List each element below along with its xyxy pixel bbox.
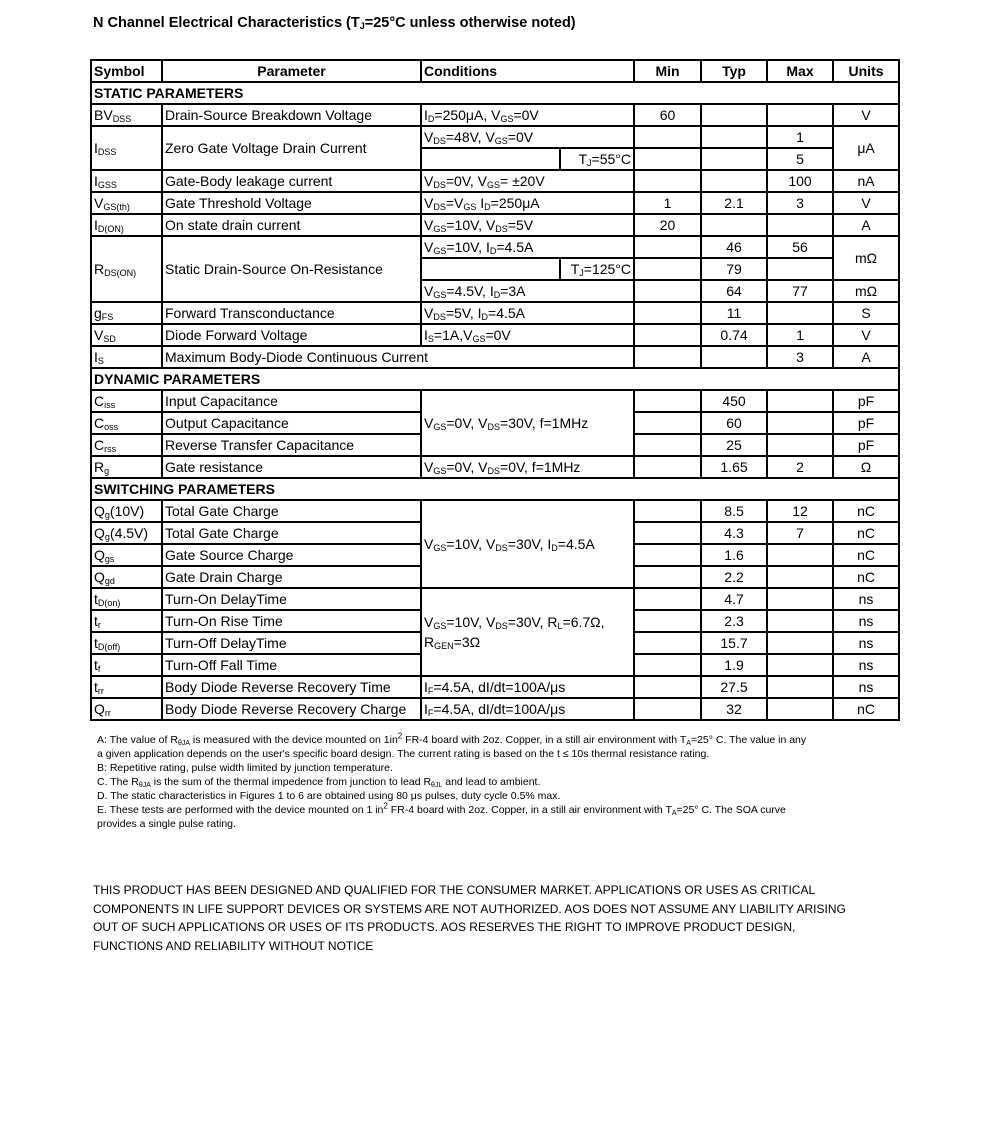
table-row — [91, 588, 899, 610]
conditions-blank-cell — [421, 258, 560, 280]
units-cell: V — [833, 192, 899, 214]
max-cell: 2 — [767, 456, 833, 478]
table-row — [91, 324, 899, 346]
units-cell: V — [833, 104, 899, 126]
section-switching: SWITCHING PARAMETERS — [91, 478, 899, 500]
units-cell: nC — [833, 522, 899, 544]
conditions-cell: $V_{GS}=10V$, $V_{DS}=30V$, $R_L=6.7\Omega$, $R_{GEN}=3\Omega$ — [421, 610, 634, 654]
max-cell: 1 — [767, 126, 833, 148]
typ-cell: 4.3 — [701, 522, 767, 544]
parameter-cell: Turn-On DelayTime — [162, 588, 421, 610]
max-cell: 12 — [767, 500, 833, 522]
typ-cell: 0.74 — [701, 324, 767, 346]
symbol-cell: $t_{rr}$ — [91, 676, 162, 698]
parameter-cell: Gate resistance — [162, 456, 421, 478]
table-row — [91, 214, 899, 236]
conditions-cell: $V_{GS}=0V$, $V_{DS}=0V$, f=1MHz — [421, 456, 634, 478]
disclaimer-line: COMPONENTS IN LIFE SUPPORT DEVICES OR SYSTEMS ARE NOT AUTHORIZED. AOS DOES NOT ASSUME ANY LIABILITY ARISING — [93, 901, 846, 916]
conditions-temp-cell: $T_J=125^\circ C$ — [560, 258, 634, 280]
table-header-row — [91, 60, 899, 82]
min-cell — [634, 280, 701, 302]
footnote-e: E. These tests are performed with the device mounted on 1 $in^2$ FR-4 board with 2oz. Copper, in a still air environment with $T_A=25^\circ$ C. The SOA curve — [97, 801, 786, 817]
max-cell: 3 — [767, 346, 833, 368]
symbol-cell: $t_{D(on)}$ — [91, 588, 162, 610]
typ-cell — [701, 104, 767, 126]
header-symbol: Symbol — [91, 60, 162, 82]
units-cell: Ω — [833, 456, 899, 478]
typ-cell: 450 — [701, 390, 767, 412]
max-cell — [767, 676, 833, 698]
parameter-cell: Turn-On Rise Time — [162, 610, 421, 632]
units-cell: mΩ — [833, 280, 899, 302]
symbol-cell: $t_f$ — [91, 654, 162, 676]
parameter-cell: Reverse Transfer Capacitance — [162, 434, 421, 456]
min-cell — [634, 500, 701, 522]
max-cell — [767, 544, 833, 566]
disclaimer — [93, 881, 853, 955]
parameter-cell: Gate Source Charge — [162, 544, 421, 566]
conditions-cell: $I_S=1A,V_{GS}=0V$ — [421, 324, 634, 346]
units-cell: μA — [833, 126, 899, 170]
conditions-cell: $I_F=4.5A$, dI/dt=100A/μs — [421, 676, 634, 698]
units-cell: pF — [833, 434, 899, 456]
parameter-cell: Input Capacitance — [162, 390, 421, 412]
conditions-blank-cell — [421, 588, 634, 610]
typ-cell — [701, 126, 767, 148]
table-row — [91, 346, 899, 368]
min-cell — [634, 302, 701, 324]
max-cell — [767, 434, 833, 456]
max-cell: 5 — [767, 148, 833, 170]
max-cell: 100 — [767, 170, 833, 192]
table-row — [91, 302, 899, 324]
symbol-cell: $g_{FS}$ — [91, 302, 162, 324]
typ-cell: 64 — [701, 280, 767, 302]
footnote-e-continued: provides a single pulse rating. — [97, 818, 236, 830]
header-units: Units — [833, 60, 899, 82]
parameter-cell: Forward Transconductance — [162, 302, 421, 324]
parameter-cell: On state drain current — [162, 214, 421, 236]
min-cell — [634, 258, 701, 280]
section-row — [91, 82, 899, 104]
typ-cell: 79 — [701, 258, 767, 280]
min-cell: 1 — [634, 192, 701, 214]
table-row — [91, 126, 899, 148]
min-cell — [634, 170, 701, 192]
typ-cell — [701, 346, 767, 368]
conditions-cell: $V_{DS}=0V$, $V_{GS}= \pm 20V$ — [421, 170, 634, 192]
parameter-cell: Drain-Source Breakdown Voltage — [162, 104, 421, 126]
min-cell — [634, 522, 701, 544]
symbol-cell: $Q_g(4.5V)$ — [91, 522, 162, 544]
units-cell: ns — [833, 610, 899, 632]
symbol-cell: $BV_{DSS}$ — [91, 104, 162, 126]
max-cell — [767, 104, 833, 126]
section-static: STATIC PARAMETERS — [91, 82, 899, 104]
min-cell — [634, 566, 701, 588]
symbol-cell: $R_g$ — [91, 456, 162, 478]
typ-cell: 1.9 — [701, 654, 767, 676]
units-cell: nC — [833, 566, 899, 588]
table-row — [91, 610, 899, 632]
table-row — [91, 456, 899, 478]
parameter-cell: Static Drain-Source On-Resistance — [162, 236, 421, 302]
typ-cell: 2.2 — [701, 566, 767, 588]
footnote-a-continued: a given application depends on the user's specific board design. The current rating is based on the t ≤ 10s thermal resistance rating. — [97, 748, 710, 760]
conditions-blank-cell — [421, 654, 634, 676]
typ-cell: 15.7 — [701, 632, 767, 654]
units-cell: A — [833, 346, 899, 368]
max-cell: 1 — [767, 324, 833, 346]
table-row — [91, 390, 899, 412]
conditions-blank-cell — [421, 148, 560, 170]
page-title: N Channel Electrical Characteristics ($T_J=25^\circ C$ unless otherwise noted) — [93, 15, 576, 31]
symbol-cell: $C_{iss}$ — [91, 390, 162, 412]
symbol-cell: $R_{DS(ON)}$ — [91, 236, 162, 302]
header-min: Min — [634, 60, 701, 82]
conditions-cell: $V_{GS}=10V$, $V_{DS}=5V$ — [421, 214, 634, 236]
max-cell — [767, 632, 833, 654]
symbol-cell: $Q_{rr}$ — [91, 698, 162, 720]
typ-cell: 2.3 — [701, 610, 767, 632]
table-row — [91, 654, 899, 676]
footnote-c: C. The $R_{\theta JA}$ is the sum of the thermal impedence from junction to lead $R_{\theta JL}$ and lead to ambient. — [97, 776, 541, 789]
parameter-cell: Total Gate Charge — [162, 500, 421, 522]
typ-cell: 4.7 — [701, 588, 767, 610]
max-cell: 3 — [767, 192, 833, 214]
typ-cell: 8.5 — [701, 500, 767, 522]
units-cell: ns — [833, 676, 899, 698]
min-cell: 20 — [634, 214, 701, 236]
max-cell — [767, 588, 833, 610]
table-row — [91, 192, 899, 214]
section-dynamic: DYNAMIC PARAMETERS — [91, 368, 899, 390]
min-cell — [634, 588, 701, 610]
symbol-cell: $V_{GS(th)}$ — [91, 192, 162, 214]
table-row — [91, 500, 899, 522]
section-row — [91, 478, 899, 500]
min-cell — [634, 610, 701, 632]
max-cell — [767, 214, 833, 236]
parameter-cell: Body Diode Reverse Recovery Time — [162, 676, 421, 698]
symbol-cell: $I_{GSS}$ — [91, 170, 162, 192]
units-cell: ns — [833, 588, 899, 610]
symbol-cell: $I_{DSS}$ — [91, 126, 162, 170]
disclaimer-line: FUNCTIONS AND RELIABILITY WITHOUT NOTICE — [93, 938, 374, 953]
disclaimer-line: OUT OF SUCH APPLICATIONS OR USES OF ITS PRODUCTS. AOS RESERVES THE RIGHT TO IMPROVE PRODUCT DESIGN, — [93, 920, 796, 934]
table-row — [91, 676, 899, 698]
parameter-cell: Diode Forward Voltage — [162, 324, 421, 346]
max-cell — [767, 654, 833, 676]
units-cell: pF — [833, 412, 899, 434]
parameter-cell: Maximum Body-Diode Continuous Current — [162, 346, 634, 368]
symbol-cell: $Q_{gs}$ — [91, 544, 162, 566]
min-cell — [634, 434, 701, 456]
units-cell: ns — [833, 632, 899, 654]
parameter-cell: Turn-Off DelayTime — [162, 632, 421, 654]
typ-cell: 60 — [701, 412, 767, 434]
typ-cell — [701, 214, 767, 236]
disclaimer-line: THIS PRODUCT HAS BEEN DESIGNED AND QUALIFIED FOR THE CONSUMER MARKET. APPLICATIONS OR USES AS CRITICAL — [93, 883, 816, 897]
max-cell — [767, 610, 833, 632]
typ-cell: 46 — [701, 236, 767, 258]
conditions-cell: $V_{DS}=5V$, $I_D=4.5A$ — [421, 302, 634, 324]
table-row — [91, 236, 899, 258]
min-cell — [634, 126, 701, 148]
conditions-cell: $V_{DS}=V_{GS}$ $I_D=250\mu A$ — [421, 192, 634, 214]
conditions-cell: $I_D=250\mu A$, $V_{GS}=0V$ — [421, 104, 634, 126]
max-cell: 7 — [767, 522, 833, 544]
units-cell: pF — [833, 390, 899, 412]
min-cell — [634, 346, 701, 368]
conditions-cell: $I_F=4.5A$, dI/dt=100A/μs — [421, 698, 634, 720]
parameter-cell: Gate-Body leakage current — [162, 170, 421, 192]
header-typ: Typ — [701, 60, 767, 82]
symbol-cell: $I_S$ — [91, 346, 162, 368]
footnote-b: B: Repetitive rating, pulse width limited by junction temperature. — [97, 762, 393, 774]
conditions-cell: $V_{GS}=0V$, $V_{DS}=30V$, f=1MHz — [421, 390, 634, 456]
table-row — [91, 698, 899, 720]
max-cell — [767, 698, 833, 720]
typ-cell: 32 — [701, 698, 767, 720]
parameter-cell: Body Diode Reverse Recovery Charge — [162, 698, 421, 720]
table-row — [91, 170, 899, 192]
units-cell: nC — [833, 544, 899, 566]
symbol-cell: $t_{D(off)}$ — [91, 632, 162, 654]
max-cell — [767, 302, 833, 324]
min-cell — [634, 456, 701, 478]
units-cell: S — [833, 302, 899, 324]
header-parameter: Parameter — [162, 60, 421, 82]
symbol-cell: $Q_g(10V)$ — [91, 500, 162, 522]
typ-cell: 1.65 — [701, 456, 767, 478]
units-cell: ns — [833, 654, 899, 676]
conditions-cell: $V_{GS}=10V$, $V_{DS}=30V$, $I_D=4.5A$ — [421, 500, 634, 588]
electrical-characteristics-table — [90, 59, 900, 721]
max-cell: 77 — [767, 280, 833, 302]
header-max: Max — [767, 60, 833, 82]
typ-cell: 1.6 — [701, 544, 767, 566]
min-cell — [634, 324, 701, 346]
parameter-cell: Total Gate Charge — [162, 522, 421, 544]
max-cell — [767, 566, 833, 588]
min-cell — [634, 632, 701, 654]
conditions-temp-cell: $T_J=55^\circ C$ — [560, 148, 634, 170]
parameter-cell: Gate Drain Charge — [162, 566, 421, 588]
typ-cell — [701, 170, 767, 192]
conditions-cell: $V_{GS}=10V$, $I_D=4.5A$ — [421, 236, 634, 258]
footnote-a: A: The value of $R_{\theta JA}$ is measured with the device mounted on $1in^2$ FR-4 board with 2oz. Copper, in a still air environment with $T_A=25^\circ$ C. The value in any — [97, 731, 807, 747]
symbol-cell: $t_r$ — [91, 610, 162, 632]
units-cell: nA — [833, 170, 899, 192]
max-cell — [767, 258, 833, 280]
parameter-cell: Output Capacitance — [162, 412, 421, 434]
parameter-cell: Gate Threshold Voltage — [162, 192, 421, 214]
min-cell: 60 — [634, 104, 701, 126]
conditions-cell: $V_{DS}=48V$, $V_{GS}=0V$ — [421, 126, 634, 148]
conditions-cell: $V_{GS}=4.5V$, $I_D=3A$ — [421, 280, 634, 302]
max-cell: 56 — [767, 236, 833, 258]
units-cell: nC — [833, 698, 899, 720]
min-cell — [634, 654, 701, 676]
header-conditions: Conditions — [421, 60, 634, 82]
symbol-cell: $Q_{gd}$ — [91, 566, 162, 588]
parameter-cell: Zero Gate Voltage Drain Current — [162, 126, 421, 170]
footnotes — [97, 733, 897, 831]
symbol-cell: $V_{SD}$ — [91, 324, 162, 346]
symbol-cell: $I_{D(ON)}$ — [91, 214, 162, 236]
units-cell: mΩ — [833, 236, 899, 280]
units-cell: A — [833, 214, 899, 236]
table-row — [91, 104, 899, 126]
min-cell — [634, 148, 701, 170]
min-cell — [634, 412, 701, 434]
typ-cell: 2.1 — [701, 192, 767, 214]
symbol-cell: $C_{rss}$ — [91, 434, 162, 456]
parameter-cell: Turn-Off Fall Time — [162, 654, 421, 676]
section-row — [91, 368, 899, 390]
min-cell — [634, 390, 701, 412]
footnote-d: D. The static characteristics in Figures 1 to 6 are obtained using 80 μs pulses, duty cycle 0.5% max. — [97, 790, 561, 802]
min-cell — [634, 676, 701, 698]
typ-cell: 11 — [701, 302, 767, 324]
typ-cell: 25 — [701, 434, 767, 456]
units-cell: nC — [833, 500, 899, 522]
min-cell — [634, 236, 701, 258]
symbol-cell: $C_{oss}$ — [91, 412, 162, 434]
max-cell — [767, 412, 833, 434]
units-cell: V — [833, 324, 899, 346]
min-cell — [634, 544, 701, 566]
min-cell — [634, 698, 701, 720]
max-cell — [767, 390, 833, 412]
typ-cell — [701, 148, 767, 170]
typ-cell: 27.5 — [701, 676, 767, 698]
